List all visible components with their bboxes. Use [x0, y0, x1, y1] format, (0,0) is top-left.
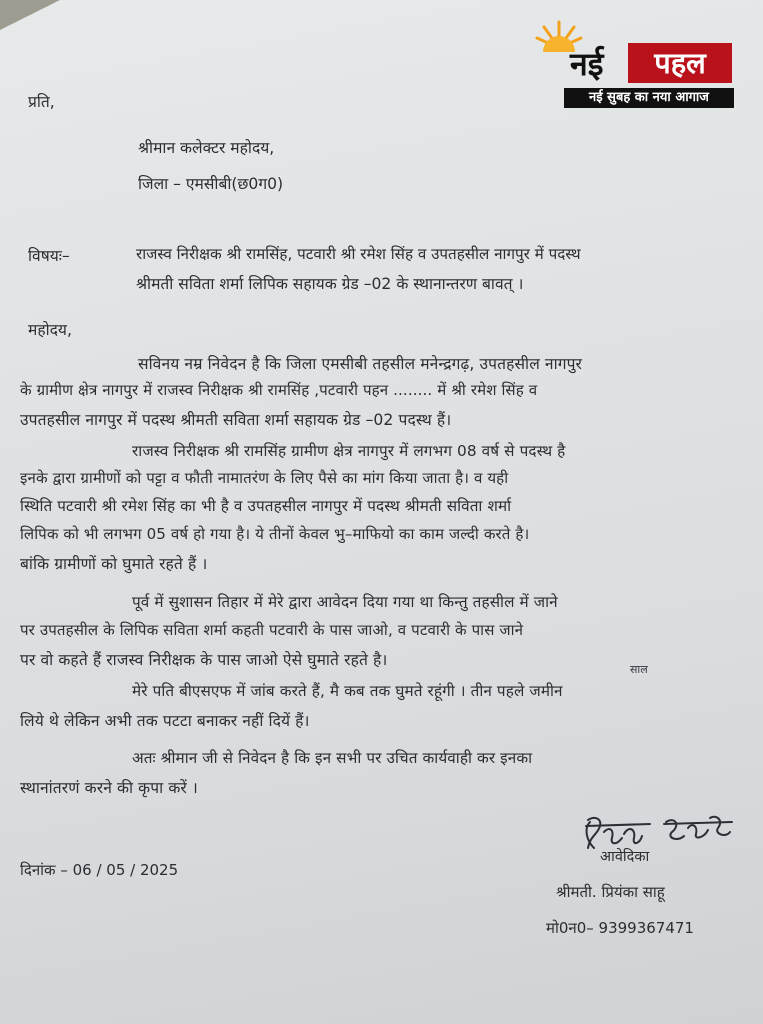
addressee: श्रीमान कलेक्टर महोदय, — [138, 139, 275, 157]
applicant-name: श्रीमती. प्रियंका साहू — [556, 883, 665, 901]
para1-line: के ग्रामीण क्षेत्र नागपुर में राजस्व निरीक्षक श्री रामसिंह ,पटवारी पहन ........ में श्री रमेश सिंह व — [20, 381, 538, 399]
para3-line: पर उपतहसील के लिपिक सविता शर्मा कहती पटवारी के पास जाओ, व पटवारी के पास जाने — [20, 621, 524, 639]
para3-line: पूर्व में सुशासन तिहार में मेरे द्वारा आवेदन दिया गया था किन्तु तहसील में जाने — [132, 593, 558, 611]
brand-logo — [530, 14, 740, 112]
para2-line: इनके द्वारा ग्रामीणों को पट्टा व फौती नामातरंण के लिए पैसे का मांग किया जाता है। व यही — [20, 469, 509, 487]
para1-line: उपतहसील नागपुर में पदस्थ श्रीमती सविता शर्मा सहायक ग्रेड –02 पदस्थ हैं। — [20, 411, 452, 429]
para2-line: बांकि ग्रामीणों को घुमाते रहते हैं । — [20, 555, 208, 573]
applicant-role: आवेदिका — [600, 849, 650, 865]
para1-line: सविनय नम्र निवेदन है कि जिला एमसीबी तहसील मनेन्द्रगढ़, उपतहसील नागपुर — [138, 355, 583, 373]
applicant-mobile: मो0न0– 9399367471 — [546, 919, 694, 937]
para2-line: लिपिक को भी लगभग 05 वर्ष हो गया है। ये तीनों केवल भु–माफियो का काम जल्दी करते है। — [20, 525, 530, 543]
to-label: प्रति, — [28, 93, 55, 111]
background-corner — [0, 0, 60, 30]
para5-line: अतः श्रीमान जी से निवेदन है कि इन सभी पर उचित कार्यवाही कर इनका — [132, 749, 533, 767]
logo-text-pahal: पहल — [628, 43, 732, 83]
subject-line-2: श्रीमती सविता शर्मा लिपिक सहायक ग्रेड –02 के स्थानान्तरण बावत् । — [136, 275, 524, 293]
handwritten-insert: साल — [630, 663, 648, 676]
subject-label: विषयः– — [28, 247, 70, 265]
subject-line-1: राजस्व निरीक्षक श्री रामसिंह, पटवारी श्री रमेश सिंह व उपतहसील नागपुर में पदस्थ — [136, 245, 581, 263]
logo-text-nai: नई — [570, 45, 604, 83]
district: जिला – एमसीबी(छ0ग0) — [138, 175, 284, 193]
para2-line: स्थिति पटवारी श्री रमेश सिंह का भी है व उपतहसील नागपुर में पदस्थ श्रीमती सविता शर्मा — [20, 497, 512, 515]
para4-line: मेरे पति बीएसएफ में जांब करते हैं, मै कब तक घुमते रहूंगी । तीन पहले जमीन — [132, 682, 563, 700]
para2-line: राजस्व निरीक्षक श्री रामसिंह ग्रामीण क्षेत्र नागपुर में लगभग 08 वर्ष से पदस्थ है — [132, 442, 566, 460]
logo-tagline: नई सुबह का नया आगाज — [564, 88, 734, 108]
salutation: महोदय, — [28, 321, 72, 339]
para3-line: पर वो कहते हैं राजस्व निरीक्षक के पास जाओ ऐसे घुमाते रहते है। — [20, 651, 388, 669]
date-line: दिनांक – 06 / 05 / 2025 — [20, 861, 179, 879]
para5-line: स्थानांतरणं करने की कृपा करें । — [20, 779, 198, 797]
para4-line: लिये थे लेकिन अभी तक पटटा बनाकर नहीं दियें हैं। — [20, 712, 310, 730]
